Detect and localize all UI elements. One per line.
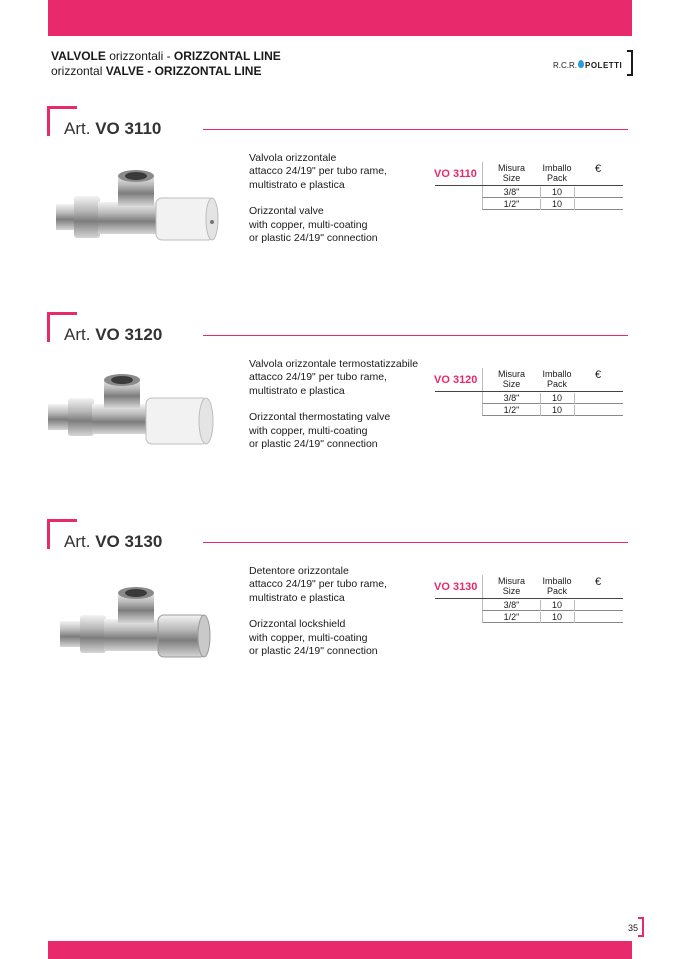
logo-bracket (627, 50, 633, 76)
brand-logo (553, 52, 633, 76)
table-header (482, 162, 623, 186)
pack-header: Imballo Pack (542, 369, 572, 389)
product-section (0, 312, 678, 512)
pack-header: Imballo Pack (542, 576, 572, 596)
page-number: 35 (628, 923, 639, 933)
top-accent-bar (48, 0, 632, 36)
valve-image (46, 370, 226, 480)
page-header (51, 49, 281, 79)
product-description (249, 358, 449, 451)
description-english: Orizzontal valve with copper, multi-coating or plastic 24/19" connection (249, 205, 378, 245)
pack-header: Imballo Pack (542, 163, 572, 183)
table-row: 1/2" 10 (482, 404, 623, 416)
lockshield-image (46, 577, 226, 687)
section-rule (203, 129, 628, 130)
logo-brand: POLETTI (585, 61, 623, 70)
water-drop-icon (578, 60, 584, 68)
description-english: Orizzontal lockshield with copper, multi-coating or plastic 24/19" connection (249, 618, 378, 658)
table-product-code: VO 3110 (434, 168, 477, 180)
table-row: 1/2" 10 (482, 611, 623, 623)
description-italian: Detentore orizzontale attacco 24/19" per tubo rame, multistrato e plastica (249, 565, 387, 604)
size-header: Misura Size (497, 369, 525, 389)
product-description (249, 152, 449, 245)
price-header: € (595, 576, 602, 588)
product-section (0, 106, 678, 306)
price-header: € (595, 163, 602, 175)
table-header (482, 575, 623, 599)
valve-image (46, 164, 226, 274)
header-line-2: orizzontal VALVE - ORIZZONTAL LINE (51, 64, 262, 78)
article-title: Art. VO 3130 (64, 532, 163, 551)
header-line-1: VALVOLE orizzontali - ORIZZONTAL LINE (51, 49, 281, 63)
table-product-code: VO 3130 (434, 581, 478, 593)
spec-table (482, 575, 623, 623)
page-number-bracket (638, 917, 644, 937)
spec-table (482, 368, 623, 416)
description-italian: Valvola orizzontale termostatizzabile attacco 24/19" per tubo rame, multistrato e plastica (249, 358, 419, 397)
description-english: Orizzontal thermostating valve with copper, multi-coating or plastic 24/19" connection (249, 411, 391, 451)
price-header: € (595, 369, 602, 381)
product-section (0, 519, 678, 719)
article-title: Art. VO 3120 (64, 325, 163, 344)
section-rule (203, 335, 628, 336)
spec-table (482, 162, 623, 210)
article-title: Art. VO 3110 (64, 119, 162, 138)
table-row: 3/8" 10 (482, 599, 623, 611)
logo-prefix: R.C.R. (553, 61, 577, 70)
bottom-accent-bar (48, 941, 632, 959)
size-header: Misura Size (497, 163, 525, 183)
table-row: 1/2" 10 (482, 198, 623, 210)
section-rule (203, 542, 628, 543)
table-row: 3/8" 10 (482, 392, 623, 404)
size-header: Misura Size (497, 576, 525, 596)
table-row: 3/8" 10 (482, 186, 623, 198)
table-header (482, 368, 623, 392)
product-description (249, 565, 449, 658)
table-product-code: VO 3120 (434, 374, 478, 386)
description-italian: Valvola orizzontale attacco 24/19" per tubo rame, multistrato e plastica (249, 152, 387, 191)
